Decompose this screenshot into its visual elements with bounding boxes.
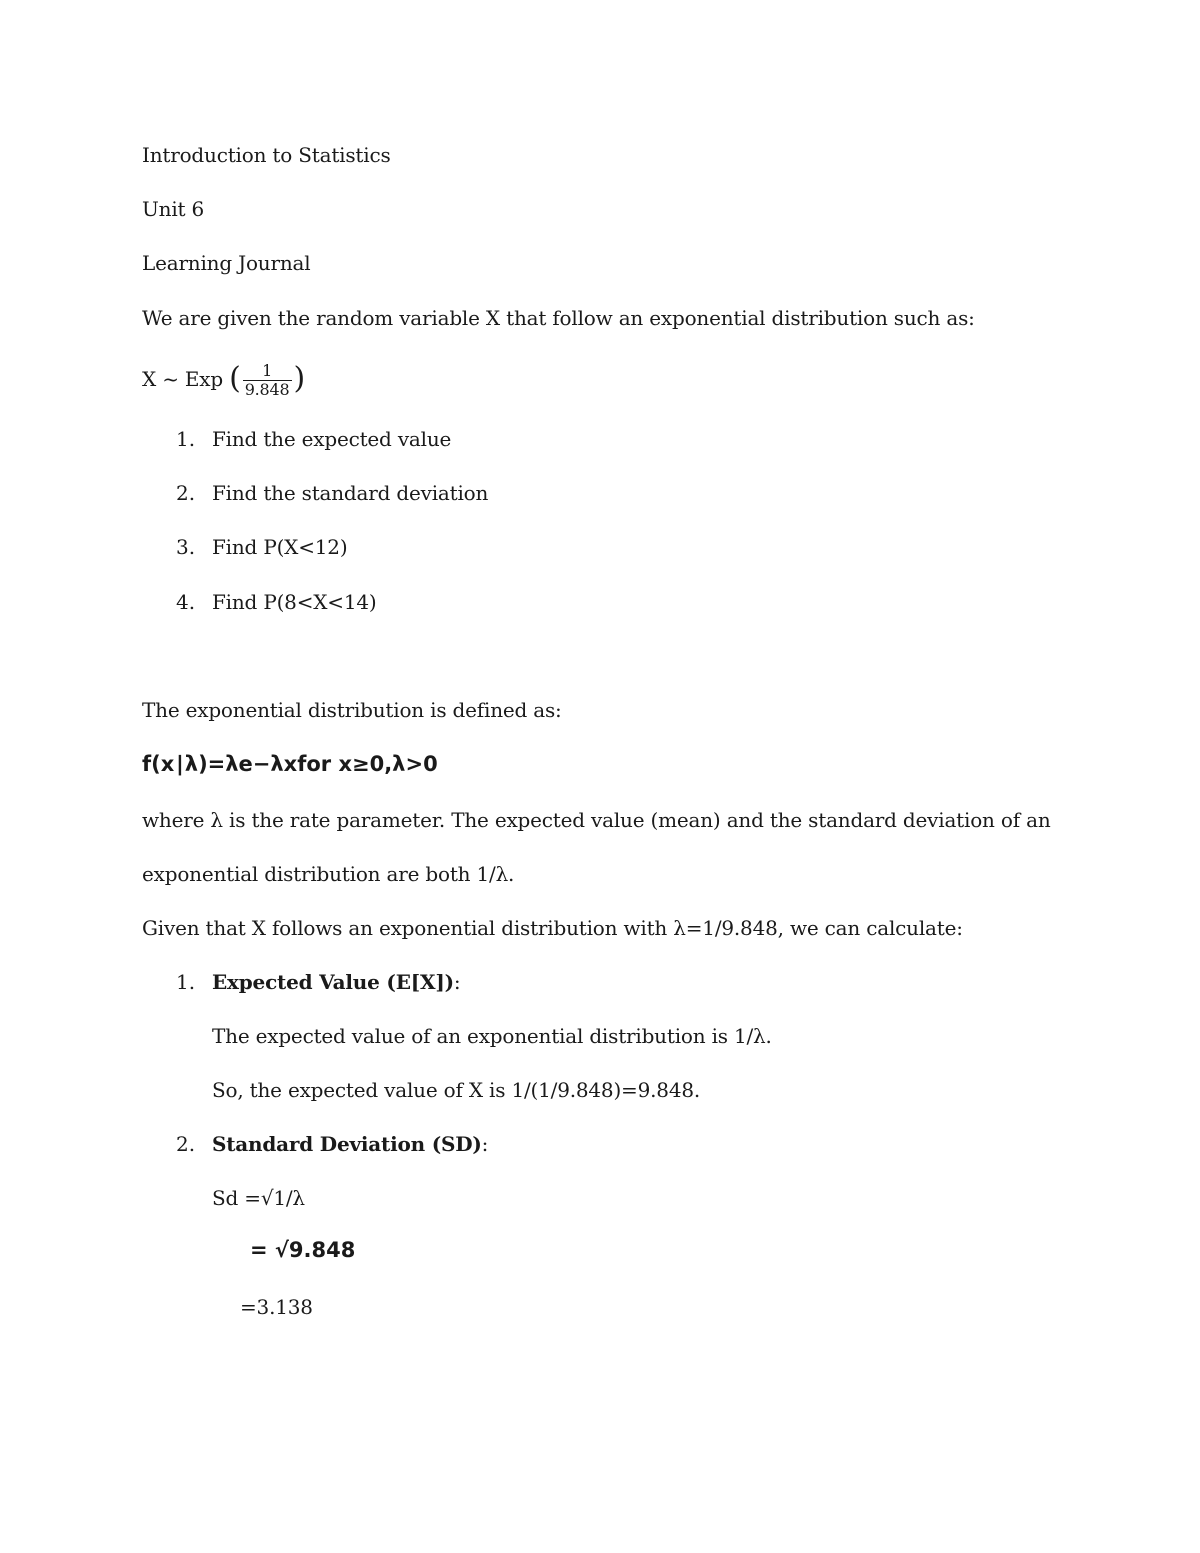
answer-heading [212, 1130, 488, 1158]
pdf-formula: f(x∣λ)=λe−λxfor x≥0,λ>0 [142, 752, 438, 776]
task-item: Find P(8<X<14) [212, 590, 377, 614]
answer-line: So, the expected value of X is 1/(1/9.848)=9.848. [212, 1078, 701, 1102]
given-close-paren: ) [293, 361, 306, 396]
given-distribution [142, 362, 305, 399]
task-number: 2. [176, 481, 196, 505]
answer-number: 1. [176, 970, 196, 994]
task-item: Find P(X<12) [212, 535, 348, 559]
intro-paragraph: We are given the random variable X that follow an exponential distribution such as: [142, 306, 975, 330]
fraction-numerator: 1 [243, 362, 292, 381]
answer-line: The expected value of an exponential distribution is 1/λ. [212, 1024, 772, 1048]
sd-formula-line: Sd =√1/λ [212, 1186, 305, 1210]
task-number: 3. [176, 535, 196, 559]
sd-result-line: =3.138 [240, 1295, 313, 1319]
assignment-title: Learning Journal [142, 251, 311, 275]
task-number: 1. [176, 427, 196, 451]
given-prefix: X ~ Exp [142, 367, 223, 391]
explanation-line-2: exponential distribution are both 1/λ. [142, 862, 515, 886]
answer-title: Standard Deviation (SD) [212, 1132, 482, 1156]
task-item: Find the expected value [212, 427, 452, 451]
rate-fraction [243, 362, 292, 399]
task-number: 4. [176, 590, 196, 614]
unit-label: Unit 6 [142, 197, 205, 221]
definition-intro: The exponential distribution is defined as: [142, 698, 562, 722]
sd-substitution-line: = √9.848 [250, 1238, 356, 1262]
fraction-denominator: 9.848 [244, 380, 290, 399]
answer-suffix: : [481, 1132, 489, 1156]
task-item: Find the standard deviation [212, 481, 489, 505]
explanation-line-1: where λ is the rate parameter. The expected value (mean) and the standard deviation of an [142, 808, 1051, 832]
given-rate-line: Given that X follows an exponential distribution with λ=1/9.848, we can calculate: [142, 916, 963, 940]
given-open-paren: ( [229, 361, 241, 396]
course-title: Introduction to Statistics [142, 143, 391, 167]
answer-number: 2. [176, 1132, 196, 1156]
answer-suffix: : [453, 970, 461, 994]
answer-title: Expected Value (E[X]) [212, 970, 454, 994]
answer-heading [212, 968, 460, 996]
